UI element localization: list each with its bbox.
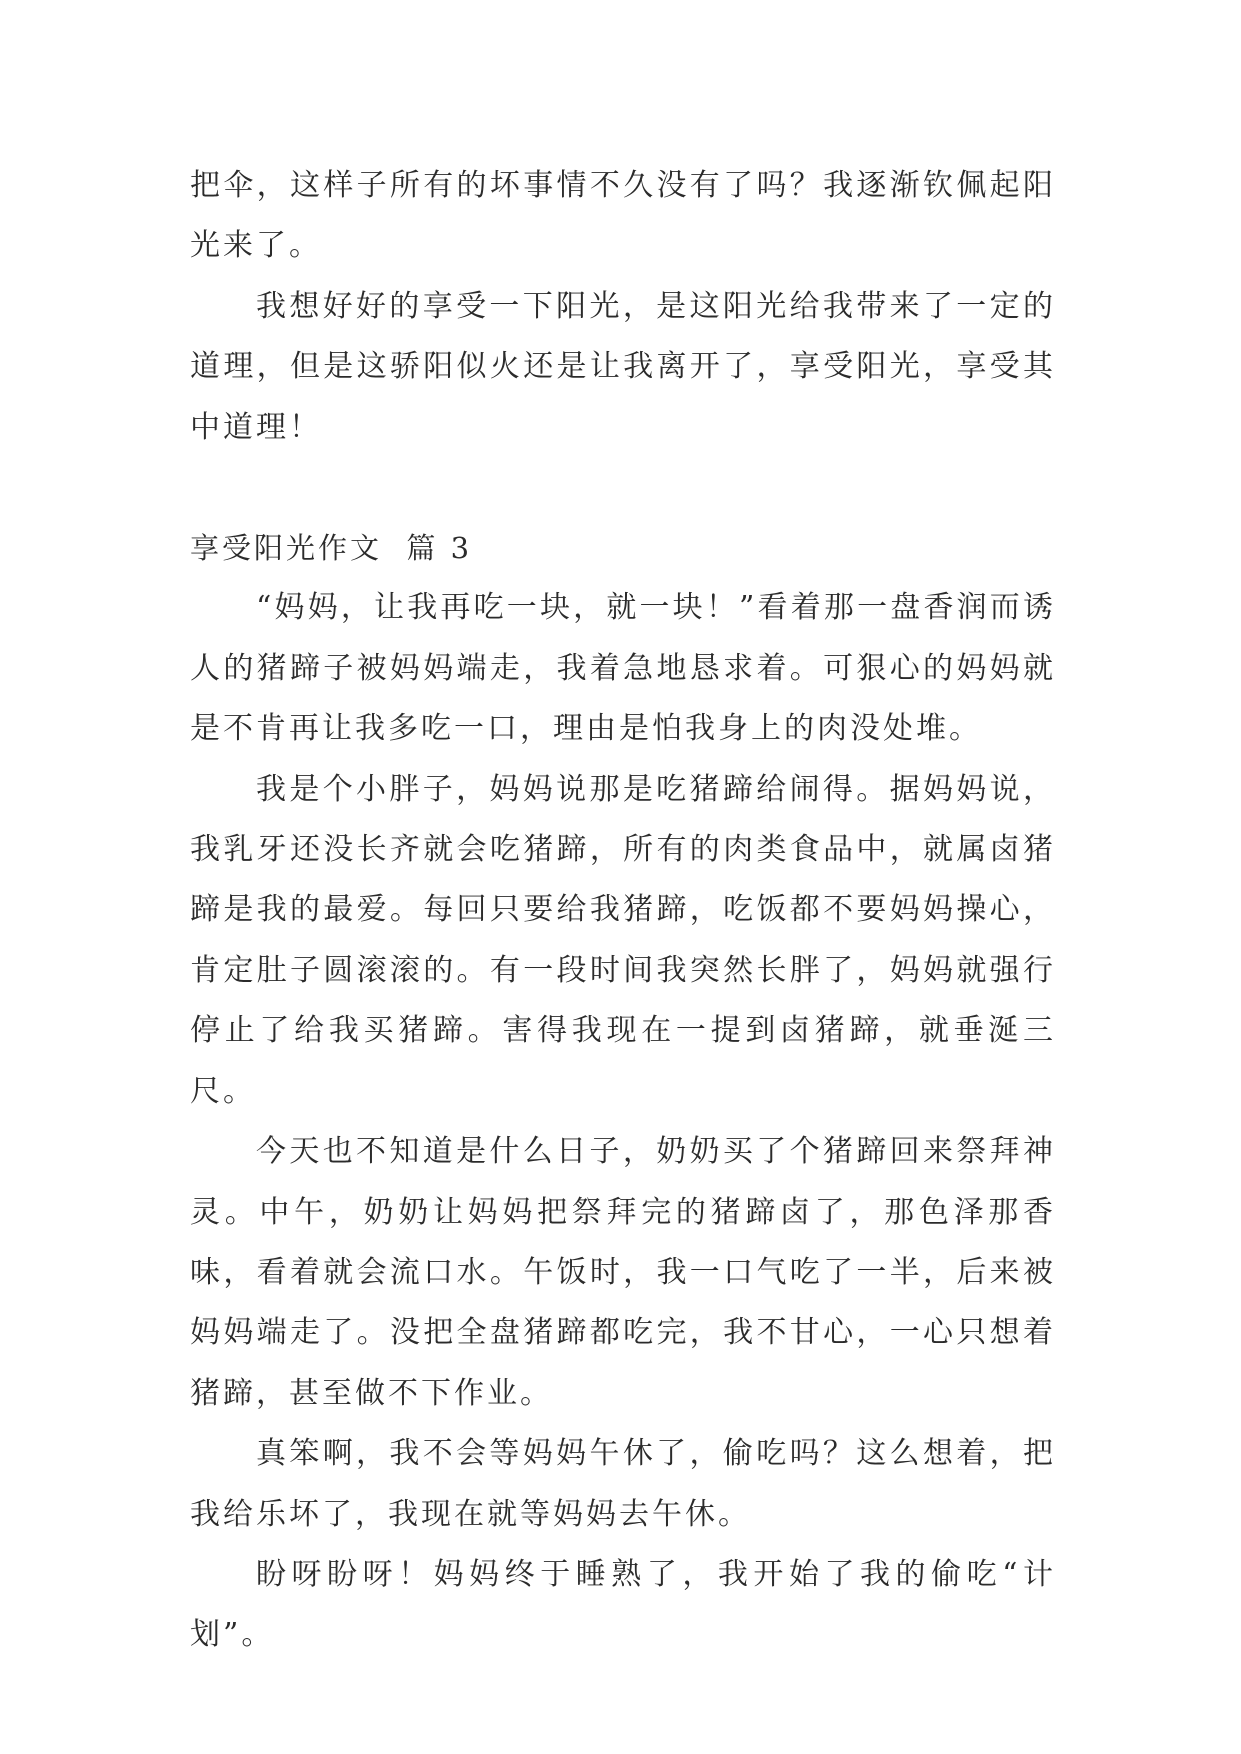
paragraph: “妈妈，让我再吃一块，就一块！”看着那一盘香润而诱人的猪蹄子被妈妈端走，我着急地恳求着。可狠心的妈妈就是不肯再让我多吃一口，理由是怕我身上的肉没处堆。 xyxy=(190,590,1056,747)
paragraph: 我是个小胖子，妈妈说那是吃猪蹄给闹得。据妈妈说，我乳牙还没长齐就会吃猪蹄，所有的肉类食品中，就属卤猪蹄是我的最爱。每回只要给我猪蹄，吃饭都不要妈妈操心，肯定肚子圆滚滚的。有一段时间我突然长胖了，妈妈就强行停止了给我买猪蹄。害得我现在一提到卤猪蹄，就垂涎三尺。 xyxy=(190,771,1056,1109)
section-heading: 享受阳光作文 篇 3 xyxy=(190,531,473,566)
paragraph-continuation: 把伞，这样子所有的坏事情不久没有了吗？我逐渐钦佩起阳光来了。 xyxy=(190,168,1056,264)
paragraph: 盼呀盼呀！妈妈终于睡熟了，我开始了我的偷吃“计划”。 xyxy=(190,1556,1056,1653)
paragraph: 今天也不知道是什么日子，奶奶买了个猪蹄回来祭拜神灵。中午，奶奶让妈妈把祭拜完的猪蹄卤了，那色泽那香味，看着就会流口水。午饭时，我一口气吃了一半，后来被妈妈端走了。没把全盘猪蹄都吃完，我不甘心，一心只想着猪蹄，甚至做不下作业。 xyxy=(190,1134,1056,1411)
paragraph: 真笨啊，我不会等妈妈午休了，偷吃吗？这么想着，把我给乐坏了，我现在就等妈妈去午休。 xyxy=(190,1436,1056,1532)
document-body xyxy=(190,156,1056,1666)
paragraph: 我想好好的享受一下阳光，是这阳光给我带来了一定的道理，但是这骄阳似火还是让我离开了，享受阳光，享受其中道理！ xyxy=(190,288,1056,445)
